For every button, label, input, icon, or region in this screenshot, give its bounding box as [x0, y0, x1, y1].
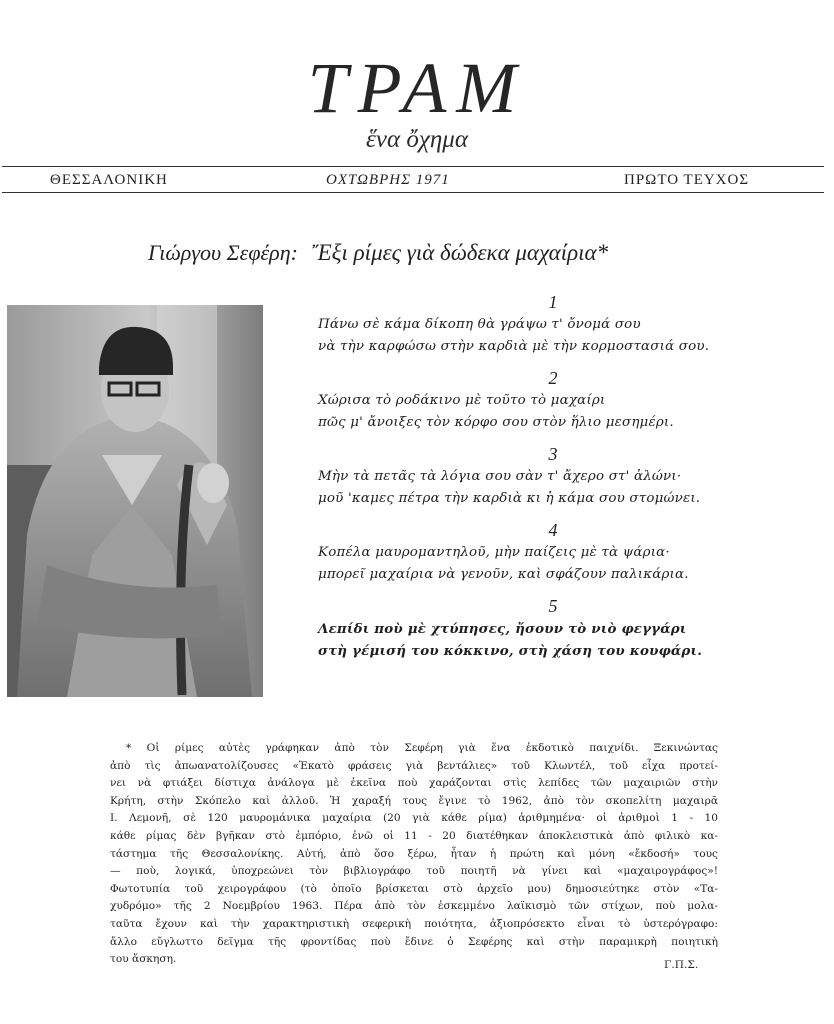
footnote-line: του ἄσκηση. — [110, 953, 177, 966]
stanza-number: 4 — [548, 520, 558, 540]
footnote-line: ταῦτα ἔχουν καὶ τὴν χαρακτηριστικὴ σεφερικὴ ποιότητα, ἀξιοπρόσεκτο εἶναι τὸ ὑστερόγραφο: — [110, 917, 718, 930]
masthead-subtitle: ἕνα ὄχημα — [366, 126, 468, 153]
bottom-divider — [2, 192, 824, 193]
stanza-5 — [318, 594, 818, 662]
footnote-line: ἀπὸ τὶς ἀπωανατολίζουσες «Ἑκατὸ φράσεις γιὰ βεντάλιες» τοῦ Κλωντέλ, τοῦ εἶχα προτεί- — [110, 759, 718, 772]
poem-title: Ἔξι ρίμες γιὰ δώδεκα μαχαίρια* — [311, 240, 609, 265]
verse-line: στὴ γέμισή του κόκκινο, στὴ χάση του κουφάρι. — [318, 643, 703, 659]
stanza-number: 3 — [548, 444, 558, 464]
stanza-number: 5 — [548, 596, 558, 616]
verse-line: Χώρισα τὸ ροδάκινο μὲ τοῦτο τὸ μαχαίρι — [318, 393, 606, 408]
verse-line: Λεπίδι ποὺ μὲ χτύπησες, ἤσουν τὸ νιὸ φεγγάρι — [318, 621, 687, 637]
footnote-signature: Γ.Π.Σ. — [664, 959, 699, 971]
stanza-2 — [318, 366, 818, 434]
footnote-line: χυδρόμο» τῆς 2 Νοεμβρίου 1963. Πέρα ἀπὸ τὸν ἐσκεμμένο λαϊκισμὸ τῶν στίχων, ποὺ μολα- — [110, 900, 718, 913]
city-label: ΘΕΣΣΑΛΟΝΙΚΗ — [50, 172, 168, 188]
verse-line: Μὴν τὰ πετᾶς τὰ λόγια σου σὰν τ' ἄχερο στ' ἁλώνι· — [318, 469, 682, 484]
verse-line: μοῦ 'καμες πέτρα τὴν καρδιὰ κι ἡ κάμα σου στομώνει. — [318, 491, 701, 506]
footnote — [110, 740, 718, 969]
stanza-4 — [318, 518, 818, 586]
footnote-line: Ι. Λεμονῆ, σὲ 120 μαυρομάνικα μαχαίρια (20 γιὰ κάθε ρίμα) ἀριθμημένα· οἱ ἀριθμοὶ 1 - 10 — [110, 812, 718, 825]
footnote-line: κάθε ρίμας δὲν βγῆκαν στὸ ἐμπόριο, ἐνῶ οἱ 11 - 20 διατέθηκαν ἀποκλειστικὰ ἀπὸ φιλικὸ κα- — [110, 829, 718, 842]
footnote-line: νει νὰ φτιάξει δίστιχα ἀνάλογα μὲ ἐκεῖνα ποὺ χαράζονται στὶς λεπίδες τῶν μαχαιριῶν στὴν — [110, 777, 718, 790]
verse-line: Πάνω σὲ κάμα δίκοπη θὰ γράψω τ' ὄνομά σου — [318, 317, 641, 332]
footnote-line: — ποὺ, λογικά, ὑποχρεώνει τὸν βιβλιογράφο τοῦ ποιητῆ νὰ γίνει καὶ «μαχαιρογράφος»! — [110, 865, 718, 878]
poem-heading — [148, 240, 608, 266]
stanza-3 — [318, 442, 818, 510]
footnote-line: ἄλλο εὔγλωττο δεῖγμα τῆς φροντίδας ποὺ ἔδινε ὁ Σεφέρης καὶ στὴν παραμικρὴ ποιητικὴ — [110, 935, 718, 948]
stanza-number: 2 — [548, 368, 558, 388]
verse-line: μπορεῖ μαχαίρια νὰ γενοῦν, καὶ σφάζουν παλικάρια. — [318, 567, 689, 582]
verse-line: νὰ τὴν καρφώσω στὴν καρδιὰ μὲ τὴν κορμοστασιά σου. — [318, 339, 710, 354]
masthead-title: ΤΡΑΜ — [307, 48, 527, 128]
verse-line: Κοπέλα μαυρομαντηλοῦ, μὴν παίζεις μὲ τὰ ψάρια· — [318, 545, 670, 560]
footnote-line: * Οἱ ρίμες αὐτὲς γράφηκαν ἀπὸ τὸν Σεφέρη γιὰ ἕνα ἐκδοτικὸ παιχνίδι. Ξεκινώντας — [126, 742, 718, 754]
poem-stanzas — [318, 290, 818, 670]
footnote-line: Φωτοτυπία τοῦ χειρογράφου (τὸ ὁποῖο βρίσκεται στὸ ἀρχεῖο μου) δημοσιεύτηκε στὸν «Τα- — [110, 882, 718, 895]
stanza-1 — [318, 290, 818, 358]
top-divider — [2, 166, 824, 167]
stanza-number: 1 — [548, 292, 558, 312]
issue-number: ΠΡΩΤΟ ΤΕΥΧΟΣ — [624, 172, 750, 188]
author-photograph — [7, 305, 263, 697]
footnote-line: Κρήτη, στὴν Σκόπελο καὶ ἀλλοῦ. Ἡ χαραξή τους ἔγινε τὸ 1962, ἀπὸ τὸν σκοπελίτη μαχαιρᾶ — [110, 794, 718, 807]
poem-author: Γιώργου Σεφέρη: — [148, 240, 298, 265]
footnote-line: τάστημα τῆς Θεσσαλονίκης. Αὐτή, ἀπὸ ὅσο ξέρω, ἦταν ἡ πρώτη καὶ μόνη «ἔκδοσή» τους — [110, 847, 718, 860]
verse-line: πῶς μ' ἄνοιξες τὸν κόρφο σου στὸν ἥλιο μεσημέρι. — [318, 415, 674, 430]
issue-date: ΟΧΤΩΒΡΗΣ 1971 — [326, 172, 450, 188]
